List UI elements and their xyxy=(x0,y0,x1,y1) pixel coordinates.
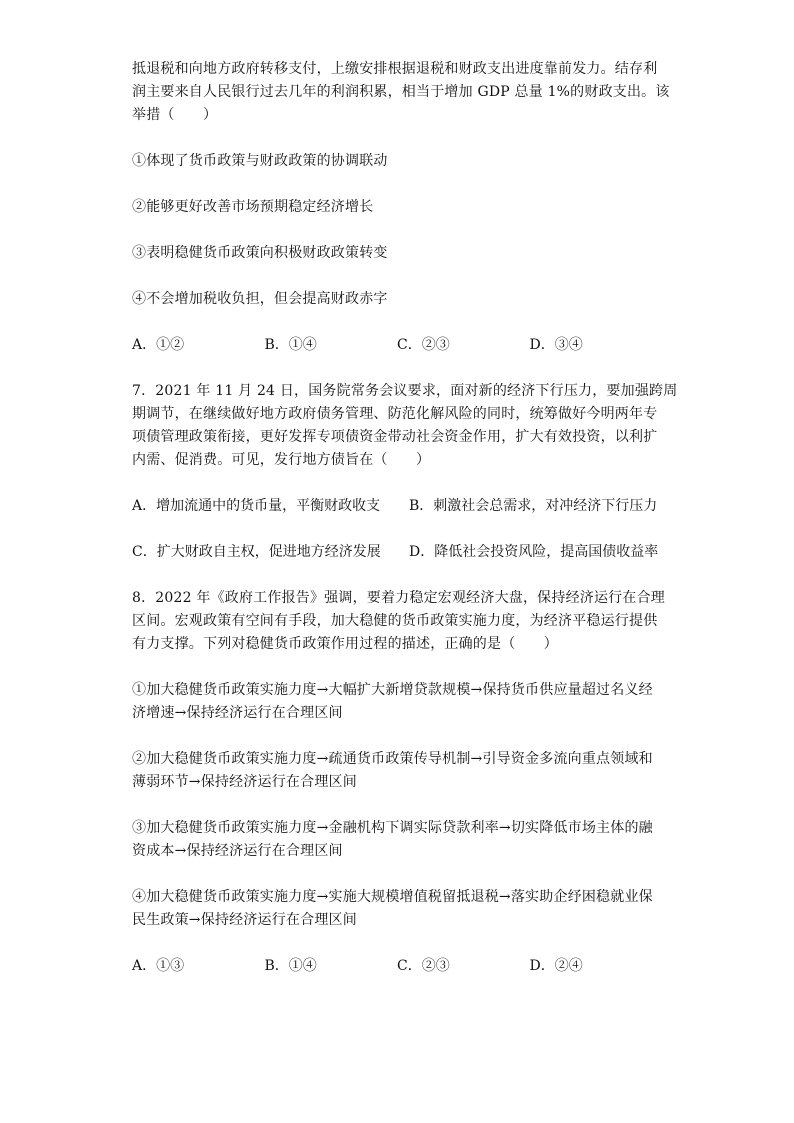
option-b: B．①④ xyxy=(264,337,317,353)
stem-line: 区间。宏观政策有空间有手段，加大稳健的货币政策实施力度，为经济平稳运行提供 xyxy=(132,613,658,629)
statement-line: 民生政策→保持经济运行在合理区间 xyxy=(132,912,357,928)
option-b: B．①④ xyxy=(264,958,317,974)
question-6-stem xyxy=(132,58,670,127)
stem-line: 8．2022 年《政府工作报告》强调，要着力稳定宏观经济大盘，保持经济运行在合理 xyxy=(132,590,665,606)
option-c: C．②③ xyxy=(397,337,450,353)
statement-3: ③表明稳健货币政策向积极财政政策转变 xyxy=(132,245,388,261)
document-page xyxy=(132,58,678,1001)
statement-4: ④不会增加税收负担，但会提高财政赤字 xyxy=(132,291,388,307)
stem-line: 举措（ ） xyxy=(132,107,218,123)
statement-4 xyxy=(132,886,662,932)
option-a: A．增加流通中的货币量，平衡财政收支 xyxy=(132,498,381,514)
option-c: C．②③ xyxy=(397,958,450,974)
option-a: A．①② xyxy=(132,337,185,353)
question-7-options-row-1 xyxy=(132,495,662,518)
statement-1: ①体现了货币政策与财政政策的协调联动 xyxy=(132,153,388,169)
stem-line: 抵退税和向地方政府转移支付，上缴安排根据退税和财政支出进度靠前发力。结存利 xyxy=(132,61,658,77)
question-8-stem xyxy=(132,587,665,656)
question-7-options-row-2 xyxy=(132,541,662,564)
statement-line: 济增速→保持经济运行在合理区间 xyxy=(132,705,343,721)
option-b: B．刺激社会总需求，对冲经济下行压力 xyxy=(409,498,658,514)
stem-line: 期调节，在继续做好地方政府债务管理、防范化解风险的同时，统筹做好今明两年专 xyxy=(132,406,658,422)
statement-line: 资成本→保持经济运行在合理区间 xyxy=(132,843,343,859)
statement-line: ④加大稳健货币政策实施力度→实施大规模增值税留抵退税→落实助企纾困稳就业保 xyxy=(132,889,653,905)
statement-line: ②加大稳健货币政策实施力度→疏通货币政策传导机制→引导资金多流向重点领域和 xyxy=(132,751,653,767)
stem-line: 7．2021 年 11 月 24 日，国务院常务会议要求，面对新的经济下行压力，要加强跨周 xyxy=(132,383,678,399)
question-6-options xyxy=(132,334,662,357)
stem-line: 润主要来自人民银行过去几年的利润积累，相当于增加 GDP 总量 1%的财政支出。该 xyxy=(132,84,670,100)
statement-line: 薄弱环节→保持经济运行在合理区间 xyxy=(132,774,357,790)
option-d: D．②④ xyxy=(529,958,583,974)
statement-line: ①加大稳健货币政策实施力度→大幅扩大新增贷款规模→保持货币供应量超过名义经 xyxy=(132,682,653,698)
option-d: D．降低社会投资风险，提高国债收益率 xyxy=(409,544,659,560)
statement-2: ②能够更好改善市场预期稳定经济增长 xyxy=(132,199,374,215)
stem-line: 项债管理政策衔接，更好发挥专项债资金带动社会资金作用，扩大有效投资，以利扩 xyxy=(132,429,658,445)
statement-1 xyxy=(132,679,662,725)
stem-line: 内需、促消费。可见，发行地方债旨在（ ） xyxy=(132,452,431,468)
option-a: A．①③ xyxy=(132,958,185,974)
stem-line: 有力支撑。下列对稳健货币政策作用过程的描述，正确的是（ ） xyxy=(132,636,558,652)
option-d: D．③④ xyxy=(529,337,583,353)
question-8-options xyxy=(132,955,662,978)
statement-line: ③加大稳健货币政策实施力度→金融机构下调实际贷款利率→切实降低市场主体的融 xyxy=(132,820,653,836)
question-7-stem xyxy=(132,380,678,472)
statement-3 xyxy=(132,817,662,863)
option-c: C．扩大财政自主权，促进地方经济发展 xyxy=(132,544,381,560)
statement-2 xyxy=(132,748,662,794)
